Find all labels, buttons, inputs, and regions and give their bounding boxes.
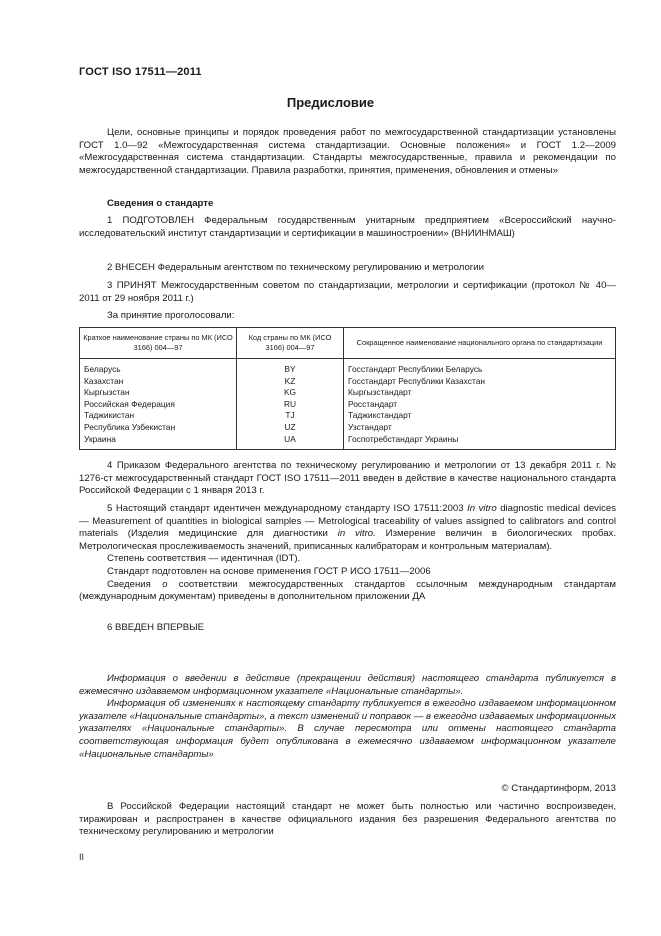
code-cell: UA: [237, 434, 344, 450]
body-cell: Госстандарт Республики Беларусь: [344, 359, 616, 376]
page-number: II: [79, 852, 85, 862]
body-cell: Узстандарт: [344, 422, 616, 434]
rights-text: В Российской Федерации настоящий стандарт не может быть полностью или частично воспроизведен, тиражирован и распространен в качестве официального издания без разрешения Федерального агентства по техническому регулированию и метрологии: [79, 801, 616, 838]
item-5-text: [79, 503, 616, 553]
country-cell: Беларусь: [80, 359, 237, 376]
item-4: [79, 460, 616, 498]
degree-text: Степень соответствия — идентичная (IDT).: [107, 553, 301, 565]
code-cell: KZ: [237, 376, 344, 388]
info-heading: Сведения о стандарте: [107, 198, 214, 209]
table-row: [80, 376, 616, 388]
table-header-country: Краткое наименование страны по МК (ИСО 3166) 004—97: [80, 328, 237, 359]
country-cell: Российская Федерация: [80, 399, 237, 411]
table-row: [80, 422, 616, 434]
body-cell: Кыргызстандарт: [344, 387, 616, 399]
intro-paragraph: [79, 127, 616, 177]
item-5-part-c: diagnostic medical devices — Measurement of quantities in biological samples — Metrological traceability of values assigned to calibrators and control materials (Изделия медицинские для диагностики: [79, 503, 617, 540]
body-cell: Таджикстандарт: [344, 410, 616, 422]
table-row: [80, 434, 616, 450]
copyright-line: © Стандартинформ, 2013: [501, 783, 616, 794]
member-states-table: [79, 327, 616, 450]
item-1-text: 1 ПОДГОТОВЛЕН Федеральным государственным унитарным предприятием «Всероссийский научно-исследовательский институт стандартизации и сертификации в машиностроении» (ВНИИНМАШ): [79, 215, 616, 239]
notice-paragraph-2: Информация об изменениях к настоящему стандарту публикуется в ежегодно издаваемом информационном указателе «Национальные стандарты», а текст изменений и поправок — в ежегодно издаваемых информационных указателях «Национальные стандарты». В случае пересмотра или отмены настоящего стандарта соответствующая информация будет опубликована в ежемесячно издаваемом информационном указателе «Национальные стандарты»: [79, 698, 616, 760]
body-cell: Госпотребстандарт Украины: [344, 434, 616, 450]
body-cell: Росстандарт: [344, 399, 616, 411]
code-cell: UZ: [237, 422, 344, 434]
item-3-text: 3 ПРИНЯТ Межгосударственным советом по стандартизации, метрологии и сертификации (протокол № 40—2011 от 29 ноября 2011 г.): [79, 280, 616, 304]
publication-notice: [79, 673, 616, 761]
country-cell: Таджикистан: [80, 410, 237, 422]
table-header-code: Код страны по МК (ИСО 3166) 004—97: [237, 328, 344, 359]
item-6-text: 6 ВВЕДЕН ВПЕРВЫЕ: [107, 622, 205, 633]
item-2-text: 2 ВНЕСЕН Федеральным агентством по техническому регулированию и метрологии: [107, 262, 485, 273]
refs-text: Сведения о соответствии межгосударственных стандартов ссылочным международным стандартам (международным документам) приведены в дополнительном приложении ДА: [79, 578, 616, 603]
basis-text: Стандарт подготовлен на основе применения ГОСТ Р ИСО 17511—2006: [107, 565, 431, 577]
notice-paragraph-1: Информация о введении в действие (прекращении действия) настоящего стандарта публикуется в ежемесячно издаваемом информационном указателе «Национальные стандарты».: [79, 673, 616, 697]
item-3: [79, 280, 616, 305]
code-cell: TJ: [237, 410, 344, 422]
country-cell: Республика Узбекистан: [80, 422, 237, 434]
intro-text: Цели, основные принципы и порядок проведения работ по межгосударственной стандартизации установлены ГОСТ 1.0—92 «Межгосударственная система стандартизации. Основные положения» и ГОСТ 1.2—2009 «Межгосударственная система стандартизации. Стандарты межгосударственные, правила и рекомендации по межгосударственной стандартизации. Правила разработки, принятия, применения, обновления и отмены»: [79, 127, 616, 176]
item-5-part-e: Измерение величин в биологических пробах. Метрологическая прослеживаемость значений, приписанных калибраторам и контрольным материалам).: [79, 528, 616, 552]
item-6: [79, 622, 616, 635]
table-row: [80, 387, 616, 399]
table-row: [80, 410, 616, 422]
table-row: [80, 359, 616, 376]
code-cell: RU: [237, 399, 344, 411]
country-cell: Кыргызстан: [80, 387, 237, 399]
item-5: [79, 503, 616, 604]
table-row: [80, 399, 616, 411]
vote-label: За принятие проголосовали:: [107, 310, 235, 321]
table-header-body: Сокращенное наименование национального органа по стандартизации: [344, 328, 616, 359]
code-cell: BY: [237, 359, 344, 376]
item-4-text: 4 Приказом Федерального агентства по техническому регулированию и метрологии от 13 декабря 2011 г. № 1276-ст межгосударственный стандарт ГОСТ ISO 17511—2011 введен в действие в качестве национального стандарта Российской Федерации с 1 января 2013 г.: [79, 460, 616, 497]
item-5-part-a: 5 Настоящий стандарт идентичен международному стандарту ISO 17511:2003: [107, 503, 464, 514]
table-header-row: [80, 328, 616, 359]
country-cell: Казахстан: [80, 376, 237, 388]
rights-notice: [79, 801, 616, 839]
page-title: Предисловие: [286, 95, 375, 110]
item-1: [79, 215, 616, 240]
item-5-part-b: In vitro: [467, 503, 497, 514]
body-cell: Госстандарт Республики Казахстан: [344, 376, 616, 388]
country-cell: Украина: [80, 434, 237, 450]
code-cell: KG: [237, 387, 344, 399]
vote-label-block: [79, 310, 616, 323]
item-2: [79, 262, 616, 275]
document-code-header: ГОСТ ISO 17511—2011: [79, 66, 202, 78]
item-5-part-d: in vitro.: [337, 528, 376, 540]
